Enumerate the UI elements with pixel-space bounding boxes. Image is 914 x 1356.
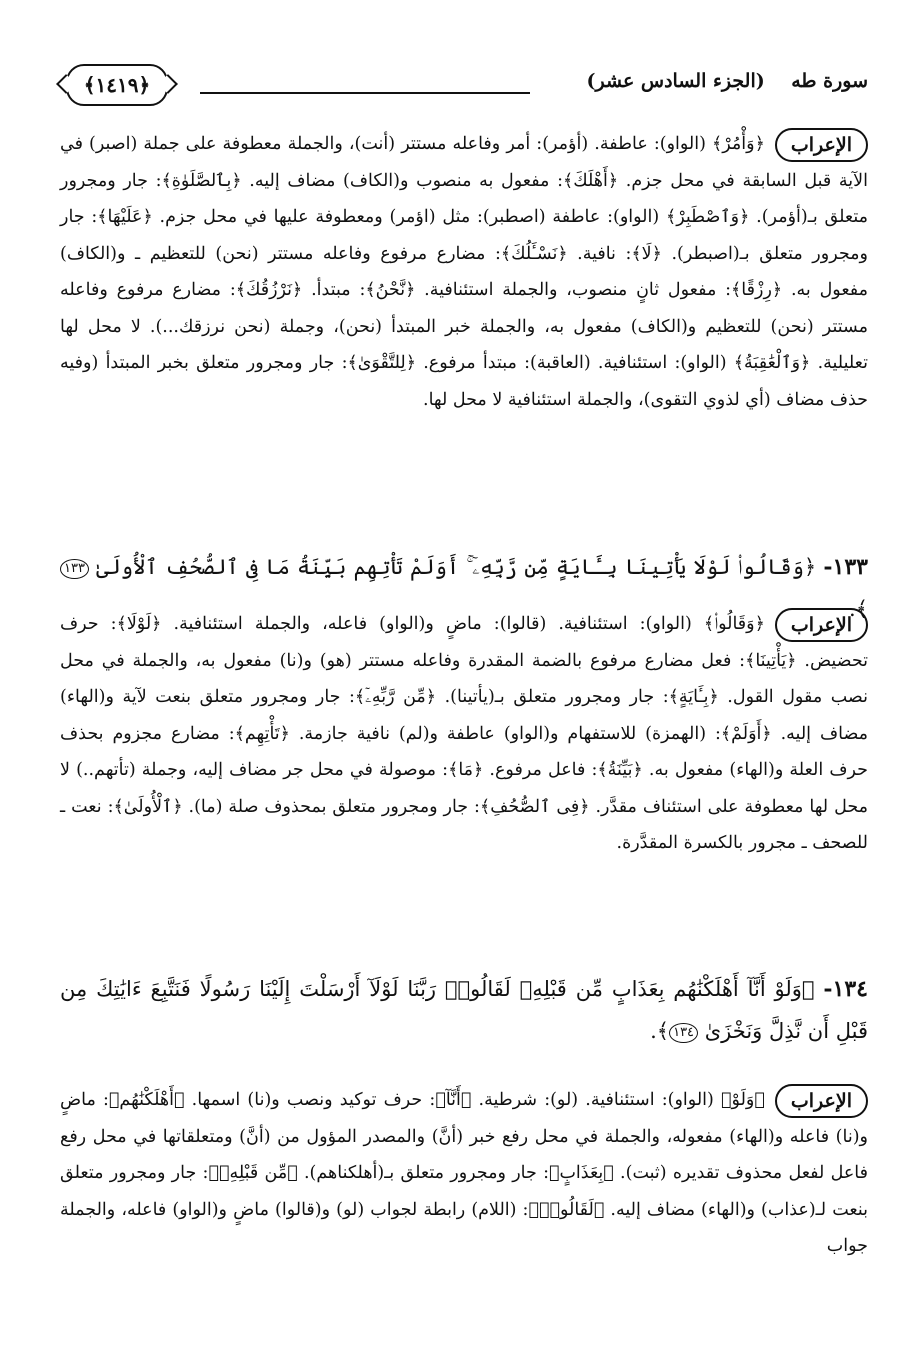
line: ﴿وَلَوْ﴾ (الواو): استئنافية. (لو): شرطية. ﴿أَنَّآ﴾: حرف توكيد ونصب و(نا)	[247, 1090, 765, 1110]
line: مفعول به، والجملة في محل نصب مقول القول. ﴿بِـَٔايَةٍ﴾: جار ومجرور متعلق بـ(يأتينا). ﴿مِّن	[60, 650, 868, 707]
irab-label: الإعراب	[775, 608, 868, 642]
line: نعت ـ للصحف ـ مجرور بالكسرة المقدَّرة.	[60, 796, 868, 853]
aya-number-marker: ١٣٤	[669, 1023, 698, 1043]
line: ﴿وَقَالُوا۟﴾ (الواو): استئنافية. (قالوا): ماضٍ و(الواو) فاعله، والجملة استئنافية.	[173, 614, 765, 634]
verse-end: ﴾.	[849, 597, 868, 621]
line: والجملة استئنافية. ﴿نَّحْنُ﴾: مبتدأ. ﴿نَرْزُقُكَ﴾: مضارع مرفوع وفاعله مستتر (نحن) للتعظيم	[60, 280, 868, 337]
line: جار ومجرور متعلق بـ(أهلكناهم). ﴿مِّن قَبْلِهِۦ﴾: جار ومجرور متعلق بنعت لـ(عذاب) و(الهاء)	[60, 1163, 868, 1220]
irab-paragraph-1	[60, 126, 868, 418]
irab-paragraph-3	[60, 1082, 868, 1265]
header-rule	[200, 92, 530, 94]
irab-block-2	[60, 606, 868, 862]
line: والمصدر المؤول من (أنَّ) ومتعلقاتها في محل رفع فاعل لفعل محذوف تقديره (ثبت). ﴿بِعَذَابٍ﴾:	[60, 1126, 868, 1183]
page-number: ﴿١٤١٩﴾	[83, 73, 151, 97]
verse-number: ١٣٣-	[823, 554, 868, 580]
irab-label: الإعراب	[775, 128, 868, 162]
page-header	[60, 64, 868, 110]
line: عاطفة و(لم) نافية جازمة. ﴿تَأْتِهِم﴾: مضارع مجزوم بحذف حرف العلة و(الهاء) مفعول به.	[60, 723, 868, 780]
line: اسمها. ﴿أَهْلَكْنَٰهُم﴾: ماضٍ و(نا) فاعله و(الهاء) مفعوله، والجملة في محل رفع خبر (أنَّ)	[60, 1090, 868, 1147]
line: مضارع مرفوع وفاعله مستتر (نحن) للتعظيم ـ و(الكاف) مفعول به. ﴿رِزْقًا﴾: مفعول ثانٍ منصوب،	[60, 243, 868, 300]
verse-end: ﴾.	[650, 1019, 670, 1043]
verse-number: ١٣٤-	[823, 976, 868, 1002]
line: رَّبِّهِۦٓ﴾: جار ومجرور متعلق بنعت لآية و(الهاء) مضاف إليه. ﴿أَوَلَمْ﴾: (الهمزة) للاستفهام و(الواو)	[60, 687, 868, 744]
surah-name: سورة طه	[791, 70, 868, 92]
line: ﴿بَيِّنَةُ﴾: فاعل مرفوع. ﴿مَا﴾: موصولة في محل جر مضاف إليه، وجملة (تأتهم..) لا محل لها	[60, 760, 869, 817]
verse-body: ﴿وَلَوْ أَنَّآ أَهْلَكْنَٰهُم بِعَذَابٍ مِّن قَبْلِهِۦ لَقَالُوا۟ رَبَّنَا لَوْلَآ أَرْسَلْتَ إِلَيْنَا رَسُولًا فَنَتَّبِعَ ءَايَٰتِكَ مِن قَبْلِ أَن نَّذِلَّ وَنَخْزَىٰ	[60, 977, 868, 1043]
part-name: (الجزء السادس عشر)	[586, 70, 765, 92]
line: مضاف إليه. ﴿لَقَالُوا۟﴾: (اللام) رابطة لجواب (لو) و(قالوا) ماضٍ و(الواو) فاعله، والجملة جواب	[60, 1199, 868, 1256]
page-number-badge	[66, 64, 168, 106]
verse-body: ﴿وَقَالُوا۟ لَوْلَا يَأْتِينَا بِـَٔايَةٍ مِّن رَّبِّهِۦٓ ۚ أَوَلَمْ تَأْتِهِم بَيِّنَةُ مَا فِى ٱلصُّحُفِ ٱلْأُولَىٰ	[96, 555, 817, 579]
line: معطوفة على استئناف مقدَّر. ﴿فِى ٱلصُّحُفِ﴾: جار ومجرور متعلق بمحذوف صلة (ما). ﴿ٱلْأُولَىٰ﴾:	[107, 796, 804, 817]
line: ﴿وَأْمُرْ﴾ (الواو): عاطفة. (أؤمر): أمر وفاعله مستتر (أنت)، والجملة معطوفة على	[185, 134, 765, 154]
irab-block-1	[60, 126, 868, 418]
irab-paragraph-2	[60, 606, 868, 862]
line: و(الكاف) مفعول به، والجملة خبر المبتدأ (نحن)، وجملة (نحن نرزقك...). لا محل لها تعليلية.	[60, 316, 868, 373]
line: جملة (اصبر) في الآية قبل السابقة في محل جزم. ﴿أَهْلَكَ﴾: مفعول به منصوب و(الكاف) مضاف	[60, 134, 868, 191]
line: ﴿وَٱلْعَٰقِبَةُ﴾ (الواو): استئنافية. (العاقبة): مبتدأ مرفوع. ﴿لِلتَّقْوَىٰ﴾: جار ومجرور متعلق بخبر المبتدأ	[105, 353, 811, 373]
line: إليه. ﴿بِٱلصَّلَوٰةِ﴾: جار ومجرور متعلق بـ(أؤمر). ﴿وَٱصْطَبِرْ﴾ (الواو): عاطفة (اصطبر): مثل (اؤمر)	[60, 170, 868, 227]
irab-block-3	[60, 1082, 868, 1265]
line: (وفيه حذف مضاف (أي لذوي التقوى)، والجملة استئنافية لا محل لها.	[60, 353, 868, 410]
irab-label: الإعراب	[775, 1084, 868, 1118]
line: ﴿لَوْلَا﴾: حرف تحضيض. ﴿يَأْتِينَا﴾: فعل مضارع مرفوع بالضمة المقدرة وفاعله مستتر (هو) و(نا)	[60, 614, 869, 671]
verse-134	[60, 968, 868, 1052]
line: ومعطوفة عليها في محل جزم. ﴿عَلَيْهَا﴾: جار ومجرور متعلق بـ(اصبطر). ﴿لَا﴾: نافية. ﴿نَسْـَٔلُكَ﴾:	[60, 207, 868, 264]
header-title	[587, 70, 868, 92]
verse-text	[60, 968, 868, 1052]
aya-number-marker: ١٣٣	[60, 559, 89, 579]
